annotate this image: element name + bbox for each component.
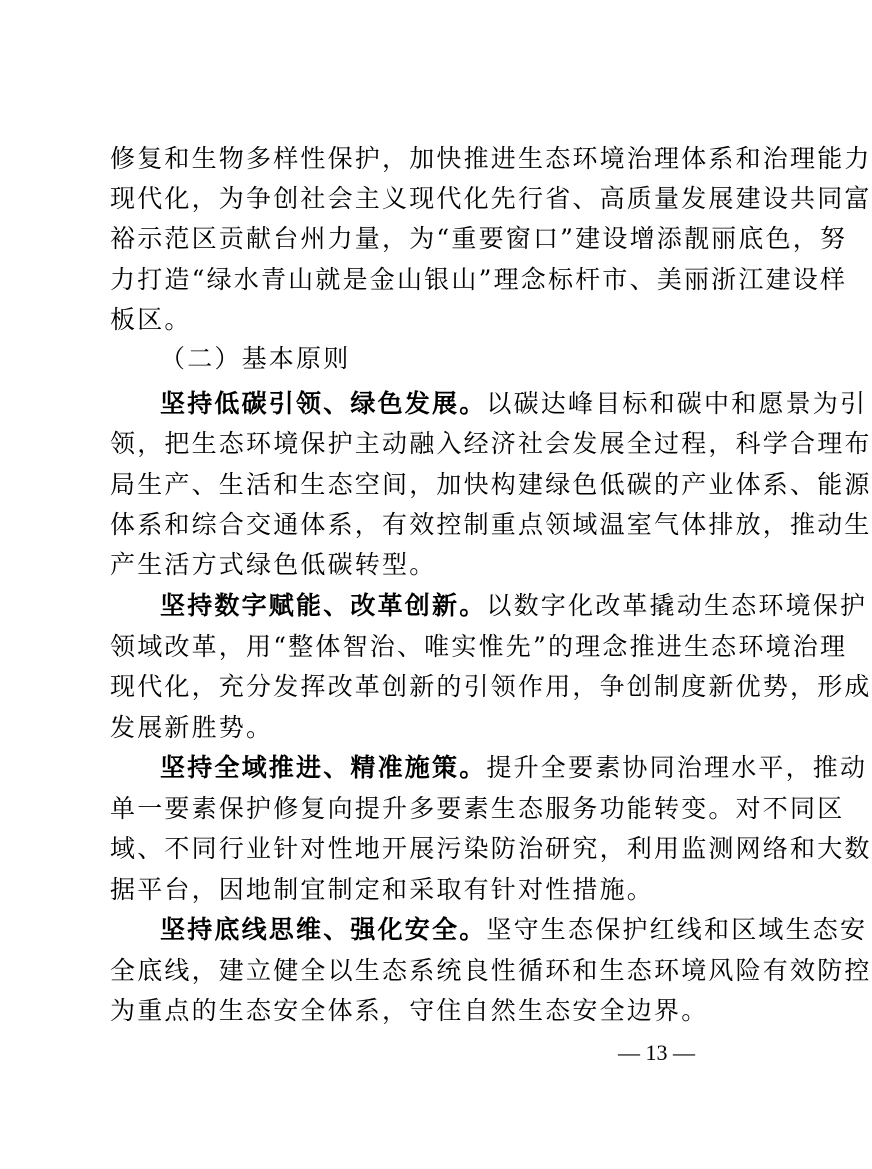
principle-title: 坚持全域推进、精准施策。 <box>160 753 487 782</box>
body-text-line: 为重点的生态安全体系，守住自然生态安全边界。 <box>110 996 709 1025</box>
body-text-line: 全底线，建立健全以生态系统良性循环和生态环境风险有效防控 <box>110 956 872 985</box>
section-heading: （二）基本原则 <box>160 344 351 373</box>
body-text-line: 现代化，为争创社会主义现代化先行省、高质量发展建设共同富 <box>110 184 872 213</box>
body-text-line: 修复和生物多样性保护，加快推进生态环境治理体系和治理能力 <box>110 144 872 173</box>
principle-paragraph-start: 坚持底线思维、强化安全。坚守生态保护红线和区域生态安 <box>160 915 868 944</box>
principle-title: 坚持底线思维、强化安全。 <box>160 915 487 944</box>
principle-title: 坚持数字赋能、改革创新。 <box>160 591 487 620</box>
body-text-line: 板区。 <box>110 305 192 334</box>
body-text-line: 发展新胜势。 <box>110 713 274 742</box>
body-text-line: 域、不同行业针对性地开展污染防治研究，利用监测网络和大数 <box>110 834 872 863</box>
body-text-line: 领，把生态环境保护主动融入经济社会发展全过程，科学合理布 <box>110 429 872 458</box>
body-text-line: 局生产、生活和生态空间，加快构建绿色低碳的产业体系、能源 <box>110 470 872 499</box>
body-text-line: 现代化，充分发挥改革创新的引领作用，争创制度新优势，形成 <box>110 672 872 701</box>
page-number: — 13 — <box>618 1040 695 1065</box>
principle-paragraph-start: 坚持低碳引领、绿色发展。以碳达峰目标和碳中和愿景为引 <box>160 389 868 418</box>
body-text-line: 领域改革，用“整体智治、唯实惟先”的理念推进生态环境治理 <box>110 632 848 661</box>
body-text-line: 力打造“绿水青山就是金山银山”理念标杆市、美丽浙江建设样 <box>110 265 848 294</box>
body-text-line: 裕示范区贡献台州力量，为“重要窗口”建设增添靓丽底色，努 <box>110 224 848 253</box>
principle-paragraph-start: 坚持全域推进、精准施策。提升全要素协同治理水平，推动 <box>160 753 868 782</box>
principle-title: 坚持低碳引领、绿色发展。 <box>160 389 487 418</box>
body-text-line: 据平台，因地制宜制定和采取有针对性措施。 <box>110 875 655 904</box>
principle-paragraph-start: 坚持数字赋能、改革创新。以数字化改革撬动生态环境保护 <box>160 591 868 620</box>
body-text-line: 单一要素保护修复向提升多要素生态服务功能转变。对不同区 <box>110 794 845 823</box>
body-text-line: 产生活方式绿色低碳转型。 <box>110 550 437 579</box>
body-text-line: 体系和综合交通体系，有效控制重点领域温室气体排放，推动生 <box>110 510 872 539</box>
